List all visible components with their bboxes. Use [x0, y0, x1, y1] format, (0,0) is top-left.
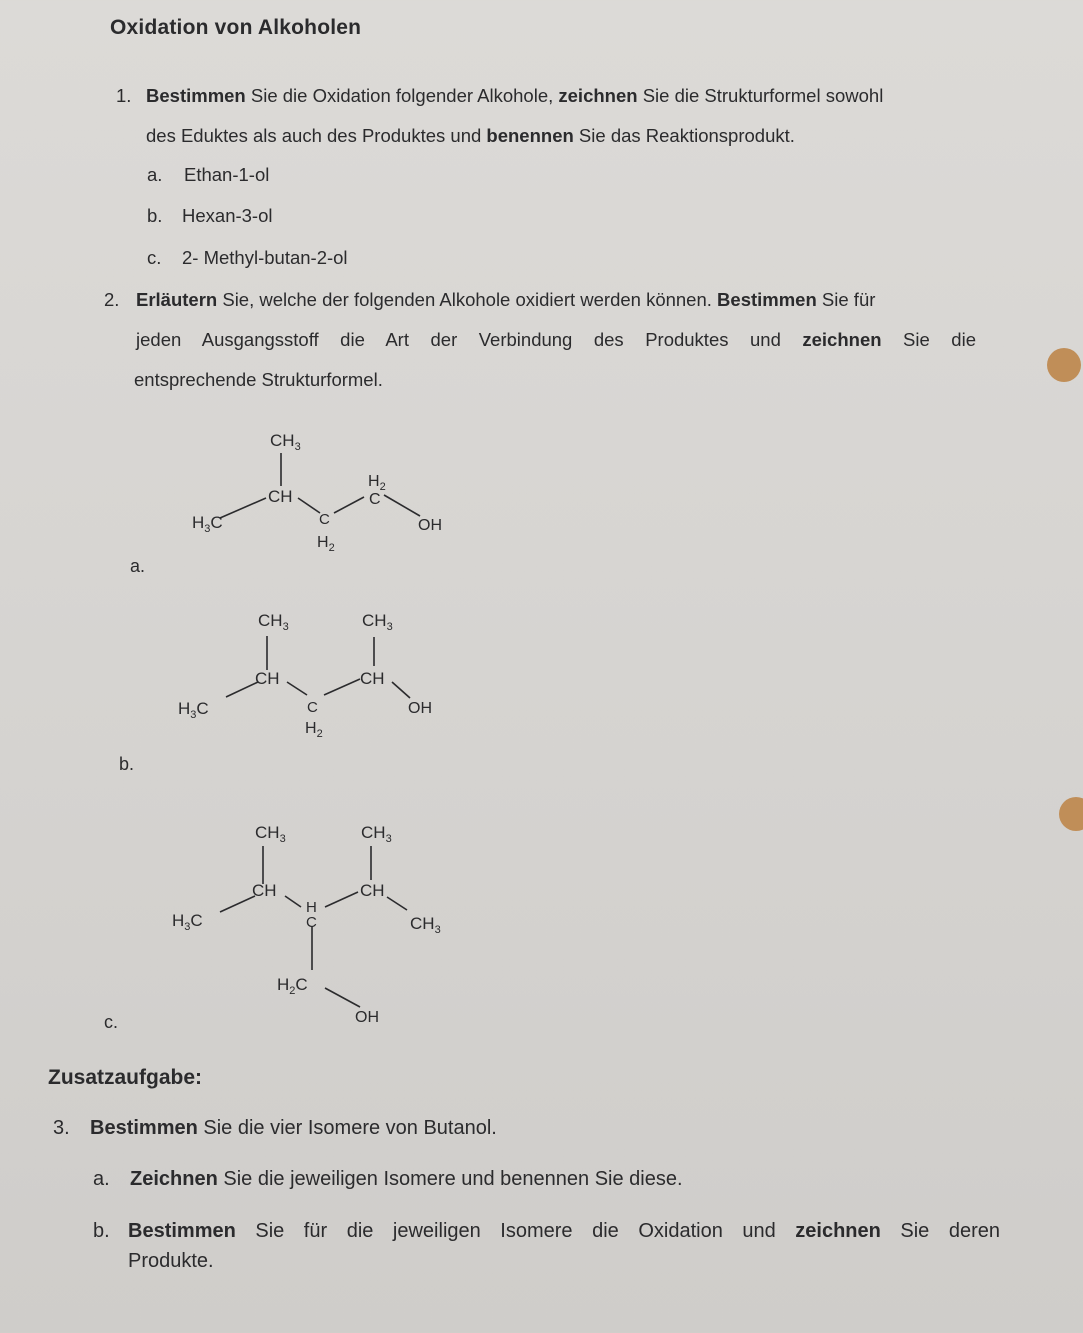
structure-a-letter: a. — [130, 556, 146, 576]
task1-verb-bestimmen: Bestimmen — [146, 85, 246, 106]
task1-item-b-text: Hexan-3-ol — [182, 205, 273, 226]
extra-verb-zeichnen: Zeichnen — [130, 1168, 218, 1190]
task1-line1 — [146, 86, 883, 106]
svg-text:CH — [360, 669, 385, 688]
extra-b-verb-bestimmen: Bestimmen — [128, 1220, 236, 1242]
structure-c-formula — [165, 808, 475, 1028]
a-h2-lower: $H_2$ — [317, 534, 335, 554]
svg-text:C — [369, 491, 381, 508]
svg-text:C — [319, 511, 330, 528]
task2-line1-text2: Sie für — [816, 289, 876, 310]
svg-text:H2 — [317, 534, 335, 554]
svg-text:H3C — [192, 513, 223, 535]
a-oh: OH — [418, 517, 442, 534]
svg-text:OH — [355, 1009, 379, 1026]
b-ch-right: CH — [360, 669, 385, 688]
svg-text:H2C — [277, 975, 308, 997]
task2-verb-bestimmen: Bestimmen — [717, 289, 817, 310]
task2-line3: entsprechende Strukturformel. — [134, 369, 383, 390]
task2-number: 2. — [104, 289, 120, 310]
c-h3c: $H_3C$ — [172, 911, 203, 933]
extra-verb-bestimmen: Bestimmen — [90, 1117, 198, 1139]
task2-line1 — [136, 290, 875, 310]
task1-line2-text2: Sie das Reaktionsprodukt. — [573, 125, 795, 146]
a-h3c: $H_3C$ — [192, 513, 223, 535]
svg-text:CH3 — [410, 914, 441, 936]
task1-number: 1. — [116, 85, 132, 106]
structure-b-formula — [170, 600, 470, 750]
task1-item-a-text: Ethan-1-ol — [184, 164, 270, 185]
svg-text:CH3 — [258, 611, 289, 633]
page-title: Oxidation von Alkoholen — [110, 16, 362, 39]
svg-text:H2 — [305, 720, 323, 740]
task1-verb-zeichnen: zeichnen — [558, 85, 638, 106]
extra-number: 3. — [53, 1117, 70, 1139]
task1-item-b-letter: b. — [147, 205, 163, 226]
a-h2-upper: $H_2$ — [368, 473, 386, 493]
hole-punch-top — [1047, 348, 1081, 382]
extra-a-rest: Sie die jeweiligen Isomere und benennen Sie diese. — [217, 1168, 683, 1190]
b-h2: $H_2$ — [305, 720, 323, 740]
task1-line2 — [146, 126, 795, 146]
task1-line2-text1: des Eduktes als auch des Produktes und — [146, 125, 487, 146]
structure-c-letter: c. — [104, 1012, 119, 1032]
svg-text:CH3 — [361, 823, 392, 845]
extra-task — [90, 1117, 497, 1140]
task1-item-c-text: 2- Methyl-butan-2-ol — [182, 247, 348, 268]
svg-text:CH3 — [255, 823, 286, 845]
structure-b-letter: b. — [119, 754, 135, 774]
a-c-upper: C — [369, 491, 381, 508]
extra-b-text2: Sie deren — [880, 1220, 1001, 1242]
a-ch3-top: $CH_3$ — [270, 431, 301, 453]
svg-text:C — [307, 699, 318, 716]
c-ch-left: CH — [252, 881, 277, 900]
task2-line2-text2: Sie die — [881, 329, 976, 350]
extra-b-text1: Sie für die jeweiligen Isomere die Oxidation und — [235, 1220, 796, 1242]
task1-verb-benennen: benennen — [486, 125, 574, 146]
task1-item-a-letter: a. — [147, 164, 163, 185]
svg-text:CH — [255, 669, 280, 688]
svg-text:C — [306, 914, 317, 931]
svg-text:CH3 — [270, 431, 301, 453]
task1-item-c-letter: c. — [147, 247, 162, 268]
svg-text:H3C — [178, 699, 209, 721]
svg-text:CH3 — [362, 611, 393, 633]
c-c: C — [306, 914, 317, 931]
svg-text:CH — [268, 487, 293, 506]
task2-line1-text1: Sie, welche der folgenden Alkohole oxidiert werden können. — [217, 289, 718, 310]
b-ch-left: CH — [255, 669, 280, 688]
structure-a-formula — [180, 420, 480, 560]
extra-heading: Zusatzaufgabe: — [48, 1066, 203, 1089]
task2-verb-erlaeutern: Erläutern — [136, 289, 218, 310]
a-ch: CH — [268, 487, 293, 506]
svg-text:H3C — [172, 911, 203, 933]
svg-text:CH — [360, 881, 385, 900]
svg-text:H2 — [368, 473, 386, 493]
b-ch3-right: $CH_3$ — [362, 611, 393, 633]
extra-a-letter: a. — [93, 1168, 110, 1190]
b-c: C — [307, 699, 318, 716]
c-ch3-left: $CH_3$ — [255, 823, 286, 845]
task2-line2 — [136, 330, 976, 350]
svg-text:OH — [408, 700, 432, 717]
extra-b-verb-zeichnen: zeichnen — [795, 1220, 881, 1242]
c-oh: OH — [355, 1009, 379, 1026]
extra-task-text: Sie die vier Isomere von Butanol. — [197, 1117, 497, 1139]
a-c-lower: C — [319, 511, 330, 528]
c-ch3-right: $CH_3$ — [361, 823, 392, 845]
extra-b-letter: b. — [93, 1220, 110, 1242]
b-oh: OH — [408, 700, 432, 717]
c-ch-right: CH — [360, 881, 385, 900]
task2-line2-text1: jeden Ausgangsstoff die Art der Verbindung des Produktes und — [136, 329, 803, 350]
svg-text:CH — [252, 881, 277, 900]
c-ch3-end: $CH_3$ — [410, 914, 441, 936]
svg-text:OH — [418, 517, 442, 534]
task1-line1-text2: Sie die Strukturformel sowohl — [637, 85, 884, 106]
extra-b-line2: Produkte. — [128, 1250, 214, 1272]
c-h: H — [306, 899, 317, 916]
c-h2c: $H_2C$ — [277, 975, 308, 997]
b-ch3-left: $CH_3$ — [258, 611, 289, 633]
extra-b-text — [128, 1220, 1000, 1243]
extra-a-text — [130, 1168, 683, 1191]
b-h3c: $H_3C$ — [178, 699, 209, 721]
task2-verb-zeichnen: zeichnen — [802, 329, 882, 350]
task1-line1-text1: Sie die Oxidation folgender Alkohole, — [245, 85, 559, 106]
hole-punch-bottom — [1059, 797, 1083, 831]
